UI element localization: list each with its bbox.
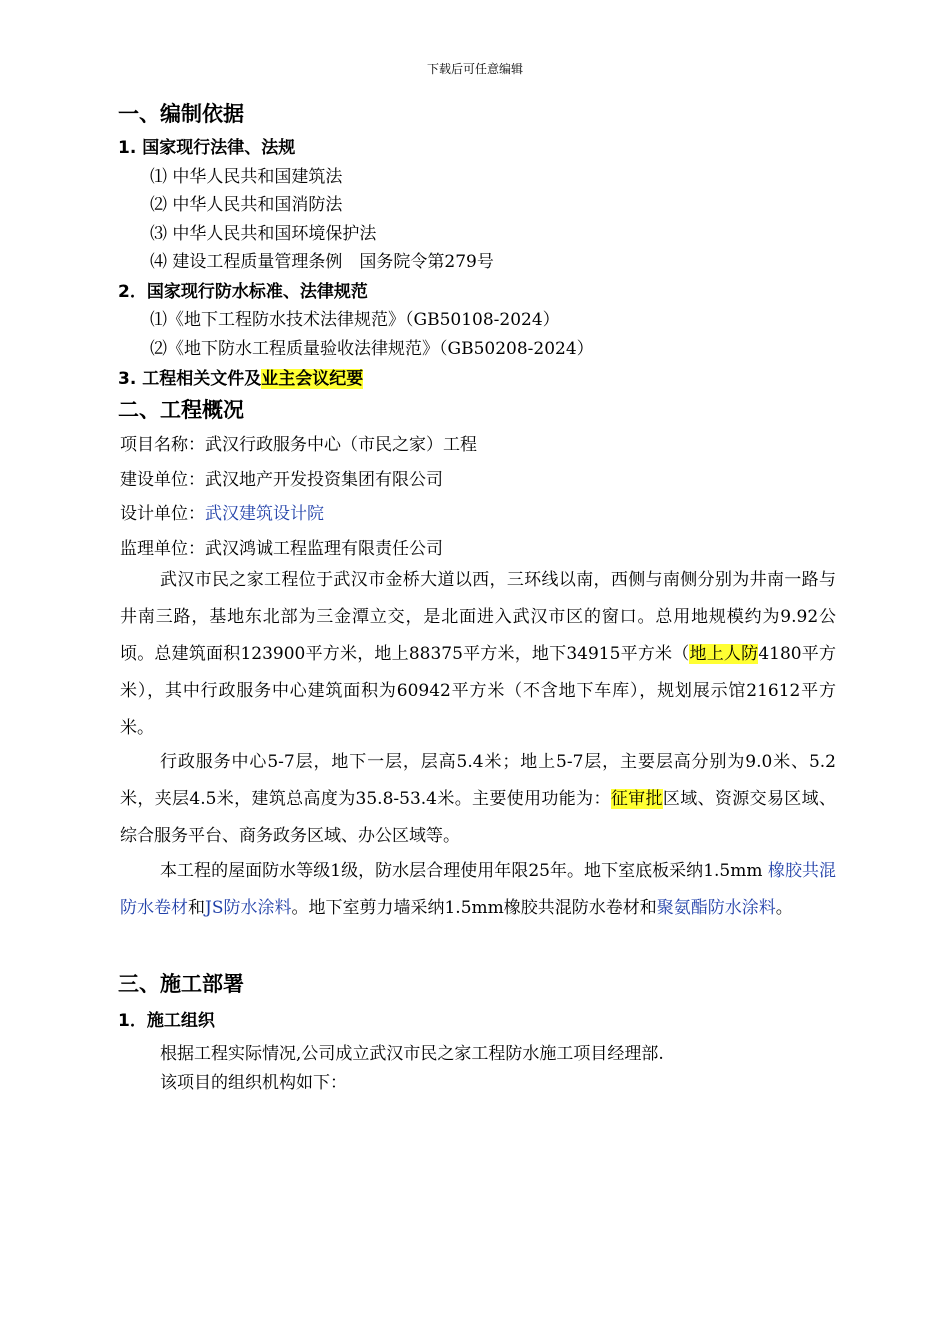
sub3-title-text: 3. 工程相关文件及 [118,369,262,389]
law-item-1: ⑴ 中华人民共和国建筑法 [150,167,343,187]
designer-unit [120,499,324,524]
org-line-1: 根据工程实际情况,公司成立武汉市民之家工程防水施工项目经理部. [160,1044,664,1064]
para3-text-c: 。地下室剪力墙采纳1.5mm橡胶共混防水卷材和 [291,898,657,918]
para3-text-a: 本工程的屋面防水等级1级，防水层合理使用年限25年。地下室底板采纳1.5mm [160,861,768,881]
section3-title: 三、施工部署 [118,972,244,996]
para3-text-b: 和 [188,898,205,918]
para3-js-coating: JS防水涂料 [205,898,292,918]
org-line-2: 该项目的组织机构如下： [160,1073,347,1093]
standard-item-1: ⑴《地下工程防水技术法律规范》（GB50108-2024） [150,310,560,330]
overview-paragraph-1 [120,562,836,747]
para2-text-a: 行政服务中心5-7层，地下一层，层高5.4米；地上5-7层，主要层高分别为9.0米、5.2米，夹层4.5米，建筑总高度为35.8-53.4米。主要使用功能为： [120,752,836,809]
designer-value: 武汉建筑设计院 [205,504,324,524]
para2-text-b: 区域、资源交易区域、综合服务平台、商务政务区域、办公区域等。 [120,789,837,846]
para3-polyurethane-coating: 聚氨酯防水涂料 [656,898,776,918]
designer-label: 设计单位： [120,504,205,524]
sub3-title-highlight: 业主会议纪要 [261,369,364,389]
law-item-4: ⑷ 建设工程质量管理条例 国务院令第279号 [150,252,494,272]
para1-text-b: 4180平方米），其中行政服务中心建筑面积为60942平方米（不含地下车库），规划展示馆21612平方米。 [120,644,837,738]
section1-sub3-title [118,364,363,389]
section1-sub2-title: 2．国家现行防水标准、法律规范 [118,282,368,302]
overview-paragraph-2 [120,744,836,855]
para3-text-d: 。 [775,898,793,918]
overview-paragraph-3 [120,853,836,927]
law-item-2: ⑵ 中华人民共和国消防法 [150,195,343,215]
section1-title: 一、编制依据 [118,102,244,126]
project-name: 项目名称：武汉行政服务中心（市民之家）工程 [120,435,477,455]
page-header: 下载后可任意编辑 [426,62,523,76]
para1-text-a: 武汉市民之家工程位于武汉市金桥大道以西，三环线以南，西侧与南侧分别为井南一路与井南三路，基地东北部为三金潭立交，是北面进入武汉市区的窗口。总用地规模约为9.92公顷。总建筑面积123900平方米，地上88375平方米，地下34915平方米（ [120,570,836,664]
section1-sub1-title: 1. 国家现行法律、法规 [118,138,296,158]
para2-highlight: 征审批 [610,789,663,809]
standard-item-2: ⑵《地下防水工程质量验收法律规范》（GB50208-2024） [150,339,594,359]
supervisor-unit: 监理单位：武汉鸿诚工程监理有限责任公司 [120,539,443,559]
para1-highlight: 地上人防 [689,644,759,664]
section3-sub1-title: 1．施工组织 [118,1011,215,1031]
law-item-3: ⑶ 中华人民共和国环境保护法 [150,224,377,244]
para3-rubber-membrane: 橡胶共混防水卷材 [120,861,836,918]
section2-title: 二、工程概况 [118,398,244,422]
builder-unit: 建设单位：武汉地产开发投资集团有限公司 [120,470,443,490]
